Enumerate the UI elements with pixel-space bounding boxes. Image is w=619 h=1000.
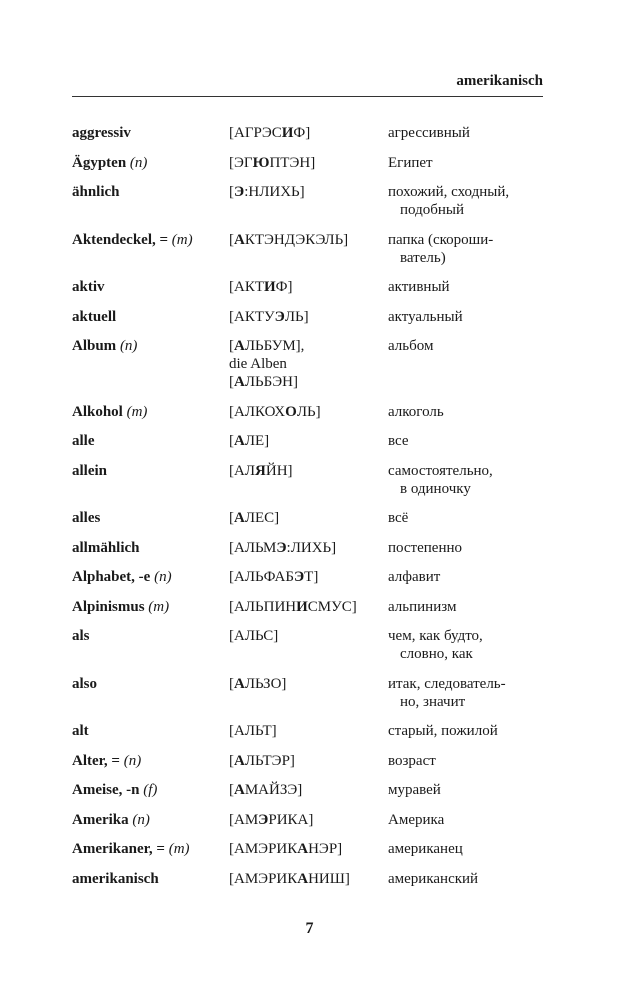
dictionary-entry	[72, 539, 552, 569]
transcription-line	[229, 432, 388, 450]
stressed-vowel: А	[234, 675, 245, 692]
transcription-part: РИКА]	[268, 811, 314, 828]
transcription-cell	[229, 154, 388, 172]
headword-cell	[72, 722, 229, 740]
headword: Amerika	[72, 811, 129, 828]
transcription-part: [	[229, 782, 234, 798]
headword-cell	[72, 781, 229, 799]
transcription-cell	[229, 752, 388, 770]
transcription-line	[229, 154, 388, 172]
translation-cell	[388, 462, 548, 498]
transcription-part: [АКТ	[229, 279, 264, 295]
transcription-line	[229, 781, 388, 799]
headword: allmählich	[72, 539, 140, 556]
transcription-part: НИШ]	[308, 870, 350, 887]
transcription-part: [АГРЭС	[229, 125, 282, 141]
transcription-line	[229, 840, 388, 858]
dictionary-entry	[72, 337, 552, 403]
transcription-cell	[229, 183, 388, 219]
stressed-vowel: А	[234, 510, 245, 526]
transcription-part: [АМ	[229, 811, 259, 828]
translation-cell	[388, 154, 548, 172]
dictionary-entry	[72, 840, 552, 870]
transcription-part: МАЙЗЭ]	[244, 782, 303, 798]
headword-cell	[72, 308, 229, 326]
transcription-line	[229, 403, 388, 421]
transcription-line	[229, 539, 388, 557]
translation-line: Америка	[388, 811, 445, 828]
transcription-part: [АЛ	[229, 462, 256, 479]
transcription-line	[229, 355, 388, 373]
grammar-note: (m)	[148, 598, 170, 615]
translation-line: похожий, сходный,	[388, 184, 510, 200]
transcription-part: die Alben	[229, 356, 287, 372]
transcription-cell	[229, 781, 388, 799]
stressed-vowel: А	[297, 841, 309, 857]
dictionary-entry	[72, 432, 552, 462]
translation-cell	[388, 840, 548, 858]
translation-line: самостоятельно,	[388, 462, 493, 479]
transcription-part: ЛЬБЭН]	[244, 374, 298, 390]
translation-cell	[388, 231, 548, 267]
translation-line: агрессивный	[388, 125, 470, 141]
stressed-vowel: Я	[255, 462, 266, 479]
translation-cell	[388, 183, 548, 219]
headword-cell	[72, 840, 229, 858]
translation-cell	[388, 870, 548, 888]
grammar-note: (n)	[129, 154, 148, 171]
transcription-part: КТЭНДЭКЭЛЬ]	[244, 231, 349, 248]
stressed-vowel: Ю	[252, 154, 270, 171]
translation-cell	[388, 781, 548, 799]
transcription-part: ЛЕС]	[244, 510, 280, 526]
transcription-cell	[229, 598, 388, 616]
grammar-note: (n)	[123, 752, 142, 769]
transcription-part: :ЛИХЬ]	[286, 539, 337, 556]
stressed-vowel: А	[297, 870, 309, 887]
translation-cell	[388, 752, 548, 770]
stressed-vowel: И	[264, 279, 276, 295]
headword-cell	[72, 539, 229, 557]
dictionary-entry	[72, 722, 552, 752]
transcription-line	[229, 568, 388, 586]
transcription-part: [	[229, 433, 234, 449]
translation-cell	[388, 811, 548, 829]
transcription-part: :НЛИХЬ]	[244, 184, 305, 200]
translation-line: папка (скороши-	[388, 231, 494, 248]
dictionary-entry	[72, 598, 552, 628]
stressed-vowel: Э	[258, 811, 269, 828]
headword-cell	[72, 627, 229, 663]
headword: aktuell	[72, 308, 117, 325]
transcription-part: [ЭГ	[229, 154, 253, 171]
transcription-line	[229, 598, 388, 616]
transcription-cell	[229, 722, 388, 740]
transcription-part: [	[229, 510, 234, 526]
transcription-part: [АЛЬМ	[229, 539, 277, 556]
transcription-part: Ф]	[275, 279, 293, 295]
headword: also	[72, 675, 98, 692]
headword-cell	[72, 870, 229, 888]
grammar-note: (m)	[126, 403, 148, 420]
dictionary-entry	[72, 870, 552, 900]
translation-line: чем, как будто,	[388, 628, 483, 644]
transcription-part: [АМЭРИК	[229, 841, 298, 857]
transcription-cell	[229, 432, 388, 450]
translation-line: ватель)	[400, 249, 446, 266]
stressed-vowel: Э	[293, 569, 305, 585]
translation-line: словно, как	[400, 646, 473, 662]
headword: ähnlich	[72, 184, 120, 200]
transcription-cell	[229, 308, 388, 326]
translation-line: старый, пожилой	[388, 723, 498, 739]
transcription-part: [	[229, 231, 234, 248]
transcription-part: [АКТУ	[229, 308, 275, 325]
transcription-part: [АЛЬС]	[229, 628, 279, 644]
transcription-part: [	[229, 675, 234, 692]
transcription-line	[229, 308, 388, 326]
headword: Ägypten	[72, 154, 127, 171]
translation-line: все	[388, 433, 409, 449]
transcription-cell	[229, 403, 388, 421]
translation-cell	[388, 278, 548, 296]
translation-cell	[388, 337, 548, 391]
translation-cell	[388, 722, 548, 740]
transcription-part: ПТЭН]	[269, 154, 316, 171]
dictionary-entry	[72, 231, 552, 279]
transcription-part: [АЛЬПИН	[229, 598, 297, 615]
headword: alt	[72, 723, 89, 739]
page-number: 7	[305, 920, 314, 937]
transcription-line	[229, 231, 388, 249]
dictionary-entry	[72, 124, 552, 154]
headword-cell	[72, 337, 229, 391]
transcription-part: ЛЬЗО]	[244, 675, 287, 692]
dictionary-entry	[72, 278, 552, 308]
headword-cell	[72, 752, 229, 770]
dictionary-entry	[72, 183, 552, 231]
stressed-vowel: Э	[276, 539, 287, 556]
transcription-part: СМУС]	[307, 598, 357, 615]
transcription-part: [АМЭРИК	[229, 870, 298, 887]
dictionary-entry	[72, 568, 552, 598]
stressed-vowel: А	[234, 231, 245, 248]
transcription-part: ЙН]	[265, 462, 293, 479]
translation-line: Египет	[388, 154, 433, 171]
transcription-part: ЛЬБУМ],	[244, 338, 305, 354]
dictionary-entry	[72, 509, 552, 539]
headword: aktiv	[72, 279, 105, 295]
transcription-part: [АЛЬТ]	[229, 723, 277, 739]
transcription-line	[229, 509, 388, 527]
headword: amerikanisch	[72, 870, 159, 887]
transcription-cell	[229, 509, 388, 527]
translation-line: итак, следователь-	[388, 675, 506, 692]
headword: Alphabet, -e	[72, 569, 151, 585]
dictionary-entry	[72, 627, 552, 675]
transcription-cell	[229, 568, 388, 586]
transcription-part: ЛЬТЭР]	[244, 752, 295, 769]
stressed-vowel: Э	[234, 184, 245, 200]
transcription-line	[229, 278, 388, 296]
headword-cell	[72, 403, 229, 421]
transcription-part: Т]	[304, 569, 319, 585]
transcription-line	[229, 627, 388, 645]
dictionary-entry	[72, 308, 552, 338]
transcription-line	[229, 183, 388, 201]
transcription-cell	[229, 337, 388, 391]
headword: allein	[72, 462, 108, 479]
headword: Album	[72, 338, 117, 354]
dictionary-entry	[72, 752, 552, 782]
transcription-cell	[229, 811, 388, 829]
headword-cell	[72, 509, 229, 527]
dictionary-entry	[72, 811, 552, 841]
stressed-vowel: А	[234, 374, 245, 390]
translation-line: в одиночку	[400, 480, 471, 497]
headword-cell	[72, 462, 229, 498]
transcription-cell	[229, 840, 388, 858]
headword-cell	[72, 278, 229, 296]
transcription-part: [АЛКОХ	[229, 403, 286, 420]
transcription-part: ЛЬ]	[296, 403, 321, 420]
dictionary-entry	[72, 781, 552, 811]
translation-line: но, значит	[400, 693, 466, 710]
headword-cell	[72, 154, 229, 172]
translation-cell	[388, 568, 548, 586]
transcription-cell	[229, 627, 388, 663]
transcription-part: ЛЕ]	[244, 433, 270, 449]
translation-line: алфавит	[388, 569, 441, 585]
transcription-part: [АЛЬФАБ	[229, 569, 294, 585]
translation-line: альбом	[388, 338, 434, 354]
headword-cell	[72, 675, 229, 711]
translation-cell	[388, 124, 548, 142]
headword: Amerikaner, =	[72, 841, 165, 857]
transcription-part: НЭР]	[308, 841, 343, 857]
transcription-line	[229, 124, 388, 142]
translation-line: алкоголь	[388, 403, 444, 420]
stressed-vowel: А	[234, 338, 245, 354]
headword-cell	[72, 811, 229, 829]
header-rule	[72, 96, 543, 97]
transcription-cell	[229, 539, 388, 557]
transcription-line	[229, 752, 388, 770]
translation-line: всё	[388, 510, 409, 526]
grammar-note: (f)	[143, 782, 158, 798]
translation-line: постепенно	[388, 539, 463, 556]
translation-line: альпинизм	[388, 598, 457, 615]
transcription-cell	[229, 231, 388, 267]
transcription-line	[229, 870, 388, 888]
translation-line: подобный	[400, 202, 464, 218]
translation-cell	[388, 432, 548, 450]
translation-cell	[388, 308, 548, 326]
transcription-cell	[229, 870, 388, 888]
dictionary-entry	[72, 675, 552, 723]
stressed-vowel: А	[234, 782, 245, 798]
transcription-cell	[229, 675, 388, 711]
headword: als	[72, 628, 90, 644]
transcription-line	[229, 811, 388, 829]
transcription-cell	[229, 462, 388, 498]
headword-cell	[72, 183, 229, 219]
translation-cell	[388, 675, 548, 711]
grammar-note: (m)	[171, 231, 193, 248]
translation-cell	[388, 598, 548, 616]
transcription-line	[229, 337, 388, 355]
dictionary-entry	[72, 403, 552, 433]
headword-cell	[72, 568, 229, 586]
headword: Aktendeckel, =	[72, 231, 169, 248]
translation-cell	[388, 403, 548, 421]
translation-line: американский	[388, 870, 479, 887]
headword: aggressiv	[72, 125, 131, 141]
transcription-part: [	[229, 184, 234, 200]
dictionary-entries	[72, 124, 552, 899]
transcription-line	[229, 722, 388, 740]
transcription-part: [	[229, 338, 234, 354]
translation-line: возраст	[388, 752, 436, 769]
headword-cell	[72, 598, 229, 616]
transcription-line	[229, 675, 388, 693]
transcription-line	[229, 462, 388, 480]
transcription-cell	[229, 124, 388, 142]
stressed-vowel: О	[285, 403, 297, 420]
translation-cell	[388, 509, 548, 527]
running-head: amerikanisch	[456, 73, 543, 89]
grammar-note: (m)	[168, 841, 190, 857]
stressed-vowel: И	[296, 598, 308, 615]
transcription-part: ЛЬ]	[284, 308, 309, 325]
grammar-note: (n)	[132, 811, 150, 828]
transcription-part: [	[229, 374, 234, 390]
grammar-note: (n)	[119, 338, 138, 354]
grammar-note: (n)	[154, 569, 172, 585]
headword: alles	[72, 510, 101, 526]
transcription-cell	[229, 278, 388, 296]
stressed-vowel: И	[281, 125, 294, 141]
dictionary-entry	[72, 154, 552, 184]
stressed-vowel: Э	[274, 308, 285, 325]
headword-cell	[72, 231, 229, 267]
stressed-vowel: А	[234, 433, 245, 449]
headword-cell	[72, 432, 229, 450]
translation-cell	[388, 627, 548, 663]
transcription-part: [	[229, 752, 234, 769]
headword: Alpinismus	[72, 598, 145, 615]
translation-cell	[388, 539, 548, 557]
transcription-line	[229, 373, 388, 391]
headword: Alkohol	[72, 403, 123, 420]
headword: alle	[72, 433, 95, 449]
stressed-vowel: А	[234, 752, 245, 769]
translation-line: муравей	[388, 782, 441, 798]
translation-line: актуальный	[388, 308, 463, 325]
transcription-part: Ф]	[293, 125, 311, 141]
dictionary-entry	[72, 462, 552, 510]
translation-line: американец	[388, 841, 463, 857]
headword: Ameise, -n	[72, 782, 140, 798]
translation-line: активный	[388, 279, 450, 295]
headword-cell	[72, 124, 229, 142]
headword: Alter, =	[72, 752, 120, 769]
